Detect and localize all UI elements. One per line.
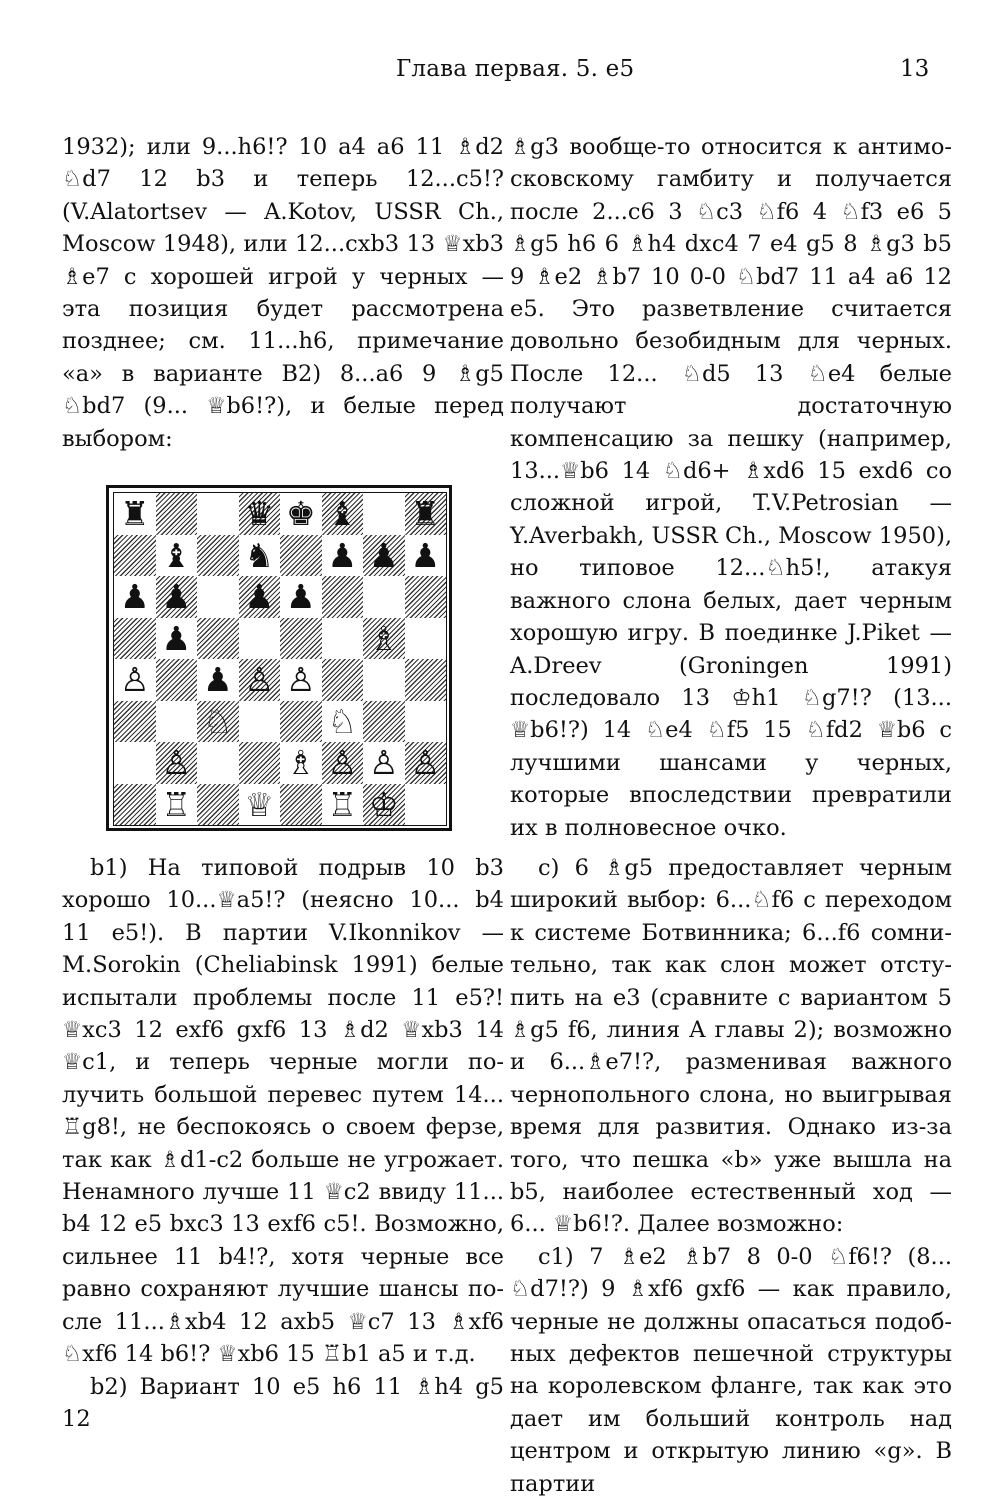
square-f5 <box>322 618 364 660</box>
chess-piece: ♜ <box>119 494 150 534</box>
chess-piece: ♙ <box>244 660 275 700</box>
square-g3 <box>363 701 405 743</box>
chess-piece: ♜ <box>410 494 441 534</box>
square-f7 <box>322 535 364 577</box>
square-g2 <box>363 742 405 784</box>
square-b3 <box>156 701 198 743</box>
square-c2 <box>197 742 239 784</box>
paragraph: 1932); или 9...h6!? 10 a4 a6 11 ♗d2 ♘d7 12 b3 и теперь 12...c5!? (V.Alatortsev — A.Kotov, USSR Ch., Moscow 1948), или 12...cxb3 13 ♕xb3 ♗e7 с хорошей игрой у черных — эта позиция будет рассмотрена позднее; см. 11...h6, примечание «а» в варианте B2) 8...a6 9 ♗g5 ♘bd7 (9... ♕b6!?), и белые перед выбором: <box>62 134 504 452</box>
chess-diagram <box>106 485 452 831</box>
paragraph: b2) Вариант 10 e5 h6 11 ♗h4 g5 12 <box>62 1373 504 1432</box>
square-h2 <box>405 742 447 784</box>
square-d6 <box>239 576 281 618</box>
square-h5 <box>405 618 447 660</box>
square-f3 <box>322 701 364 743</box>
square-g7 <box>363 535 405 577</box>
square-a4 <box>114 659 156 701</box>
chess-piece: ♔ <box>368 784 399 824</box>
square-g1 <box>363 784 405 826</box>
chess-piece: ♞ <box>244 535 275 575</box>
square-c8 <box>197 493 239 535</box>
square-b1 <box>156 784 198 826</box>
square-f1 <box>322 784 364 826</box>
chess-piece: ♝ <box>161 535 192 575</box>
square-b5 <box>156 618 198 660</box>
square-e6 <box>280 576 322 618</box>
square-d5 <box>239 618 281 660</box>
chess-piece: ♙ <box>368 743 399 783</box>
paragraph: b1) На типовой подрыв 10 b3 хорошо 10...♕a5!? (неясно 10... b4 11 e5!). В партии V.Ikonnikov — M.Sorokin (Cheliabinsk 1991) белые испытали проблемы после 11 e5?! ♕xc3 12 exf6 gxf6 13 ♗d2 ♕xb3 14 ♕c1, и теперь черные могли получить большой перевес путем 14... ♖g8!, не беспокоясь о своем ферзе, так как ♗d1-c2 больше не угрожает. Ненамного лучше 11 ♕c2 ввиду 11... b4 12 e5 bxc3 13 exf6 c5!. Возможно, сильнее 11 b4!?, хотя черные все равно сохраняют лучшие шансы после 11...♗xb4 12 axb5 ♕c7 13 ♗xf6 ♘xf6 14 b6!? ♕xb6 15 ♖b1 a5 и т.д. <box>62 855 504 1368</box>
square-e3 <box>280 701 322 743</box>
square-d7 <box>239 535 281 577</box>
paragraph: ♗g3 вообще-то относится к антимосковскому гамбиту и получается после 2...c6 3 ♘c3 ♘f6 4 ♘f3 e6 5 ♗g5 h6 6 ♗h4 dxc4 7 e4 g5 8 ♗g3 b5 9 ♗e2 ♗b7 10 0-0 ♘bd7 11 a4 a6 12 e5. Это разветвление считается довольно безобидным для черных. После 12... ♘d5 13 ♘e4 белые получают достаточную компенсацию за пешку (например, 13...♕b6 14 ♘d6+ ♗xd6 15 exd6 со сложной игрой, T.V.Petrosian — Y.Averbakh, USSR Ch., Moscow 1950), но типовое 12...♘h5!, атакуя важного слона белых, дает черным хорошую игру. В поединке J.Piket — A.Dreev (Groningen 1991) последовало 13 ♔h1 ♘g7!? (13... ♕b6!?) 14 ♘e4 ♘f5 15 ♘fd2 ♕b6 с лучшими шансами у черных, которые впоследствии превратили их в полновесное очко. <box>510 134 953 841</box>
square-a8 <box>114 493 156 535</box>
chess-piece: ♙ <box>285 660 316 700</box>
page-number: 13 <box>900 56 930 82</box>
square-a5 <box>114 618 156 660</box>
chess-piece: ♙ <box>161 743 192 783</box>
square-c1 <box>197 784 239 826</box>
chess-piece: ♗ <box>368 618 399 658</box>
square-h8 <box>405 493 447 535</box>
chess-piece: ♕ <box>244 784 275 824</box>
square-h3 <box>405 701 447 743</box>
square-g8 <box>363 493 405 535</box>
square-h6 <box>405 576 447 618</box>
square-b8 <box>156 493 198 535</box>
square-d3 <box>239 701 281 743</box>
square-d8 <box>239 493 281 535</box>
square-c7 <box>197 535 239 577</box>
chess-piece: ♟ <box>285 577 316 617</box>
chess-piece: ♟ <box>327 535 358 575</box>
square-f2 <box>322 742 364 784</box>
chess-piece: ♙ <box>119 660 150 700</box>
paragraph: c1) 7 ♗e2 ♗b7 8 0-0 ♘f6!? (8... ♘d7!?) 9 ♗xf6 gxf6 — как правило, черные не должны опасаться подобных дефектов пешечной структуры на королевском фланге, так как это дает им больший контроль над центром и открытую линию «g». В партии <box>510 1243 952 1497</box>
left-column <box>62 131 504 455</box>
chess-piece: ♙ <box>327 743 358 783</box>
square-a7 <box>114 535 156 577</box>
chess-piece: ♟ <box>368 535 399 575</box>
square-g6 <box>363 576 405 618</box>
right-column <box>510 131 952 1500</box>
chess-piece: ♙ <box>410 743 441 783</box>
square-h4 <box>405 659 447 701</box>
square-f8 <box>322 493 364 535</box>
paragraph: c) 6 ♗g5 предоставляет черным широкий выбор: 6...♘f6 с переходом к системе Ботвинника; 6...f6 сомнительно, так как слон может отступить на e3 (сравните с вариантом 5 ♗g5 f6, линия A главы 2); возможно и 6...♗e7!?, разменивая важного чернопольного слона, но выигрывая время для развития. Однако из-за того, что пешка «b» уже вышла на b5, наиболее естественный ход — 6... ♕b6!?. Далее возможно: <box>510 854 952 1238</box>
square-c4 <box>197 659 239 701</box>
square-c3 <box>197 701 239 743</box>
chess-piece: ♛ <box>244 494 275 534</box>
square-c5 <box>197 618 239 660</box>
square-e1 <box>280 784 322 826</box>
running-head: Глава первая. 5. е5 <box>396 56 635 82</box>
chess-piece: ♖ <box>161 784 192 824</box>
square-a1 <box>114 784 156 826</box>
chess-piece: ♟ <box>161 577 192 617</box>
square-a2 <box>114 742 156 784</box>
square-g5 <box>363 618 405 660</box>
square-g4 <box>363 659 405 701</box>
square-a6 <box>114 576 156 618</box>
square-d1 <box>239 784 281 826</box>
square-h7 <box>405 535 447 577</box>
chess-piece: ♖ <box>327 784 358 824</box>
chess-piece: ♚ <box>285 494 316 534</box>
square-a3 <box>114 701 156 743</box>
chess-piece: ♟ <box>119 577 150 617</box>
square-e2 <box>280 742 322 784</box>
square-f6 <box>322 576 364 618</box>
square-b2 <box>156 742 198 784</box>
square-c6 <box>197 576 239 618</box>
chess-piece: ♟ <box>202 660 233 700</box>
square-f4 <box>322 659 364 701</box>
chess-piece: ♗ <box>285 743 316 783</box>
square-e5 <box>280 618 322 660</box>
square-b6 <box>156 576 198 618</box>
square-b4 <box>156 659 198 701</box>
chess-piece: ♘ <box>202 701 233 741</box>
square-b7 <box>156 535 198 577</box>
square-e8 <box>280 493 322 535</box>
chess-piece: ♘ <box>327 701 358 741</box>
chess-board <box>113 492 447 826</box>
chess-piece: ♟ <box>410 535 441 575</box>
square-e7 <box>280 535 322 577</box>
chess-piece: ♟ <box>244 577 275 617</box>
square-d2 <box>239 742 281 784</box>
square-e4 <box>280 659 322 701</box>
chess-piece: ♝ <box>327 494 358 534</box>
square-d4 <box>239 659 281 701</box>
left-column-lower <box>62 852 504 1435</box>
chess-piece: ♟ <box>161 618 192 658</box>
square-h1 <box>405 784 447 826</box>
